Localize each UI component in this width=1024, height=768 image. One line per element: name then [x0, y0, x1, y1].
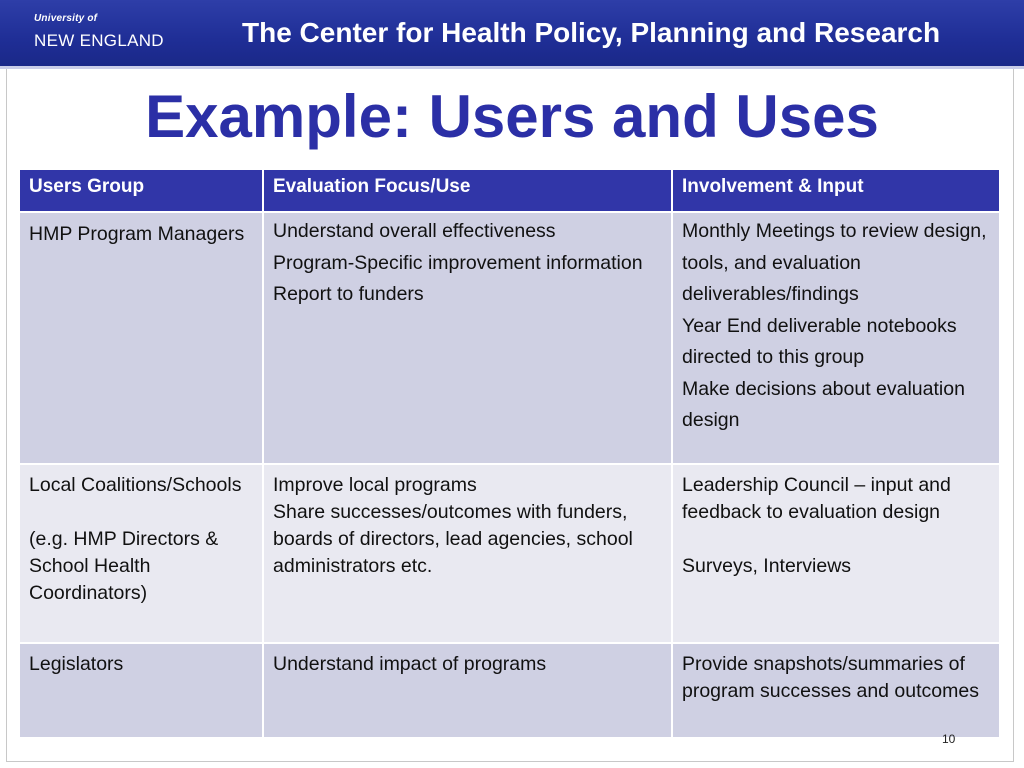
cell-line: (e.g. HMP Directors & School Health Coordinators) [29, 528, 219, 604]
cell-line: Leadership Council – input and feedback to evaluation design [682, 474, 951, 523]
column-header-users-group: Users Group [19, 169, 263, 212]
cell-users-group [19, 464, 263, 643]
table-row [19, 464, 1000, 643]
cell-line: Monthly Meetings to review design, tools, and evaluation deliverables/findings [682, 220, 987, 305]
cell-users-group [19, 212, 263, 464]
column-header-involvement: Involvement & Input [672, 169, 1000, 212]
cell-line: Legislators [29, 653, 124, 675]
cell-line: Make decisions about evaluation design [682, 377, 965, 431]
cell-evaluation-focus [263, 212, 672, 464]
cell-line: Local Coalitions/Schools [29, 474, 242, 496]
table-row [19, 643, 1000, 738]
cell-evaluation-focus [263, 464, 672, 643]
center-title: The Center for Health Policy, Planning and Research [242, 17, 941, 48]
column-header-evaluation-focus: Evaluation Focus/Use [263, 169, 672, 212]
cell-line: Understand overall effectiveness [273, 220, 556, 242]
cell-line: Share successes/outcomes with funders, boards of directors, lead agencies, school administrators etc. [273, 501, 633, 577]
university-logo-small-text: University of [34, 13, 98, 24]
cell-line: Program-Specific improvement information [273, 251, 643, 274]
cell-evaluation-focus [263, 643, 672, 738]
table-header-row [19, 169, 1000, 212]
slide-title: Example: Users and Uses [145, 83, 879, 150]
cell-line: Understand impact of programs [273, 653, 547, 675]
cell-users-group [19, 643, 263, 738]
cell-involvement [672, 643, 1000, 738]
cell-line: Improve local programs [273, 474, 477, 496]
cell-gap [682, 526, 990, 553]
table-row [19, 212, 1000, 464]
cell-line: Report to funders [273, 283, 424, 305]
cell-involvement [672, 212, 1000, 464]
cell-involvement [672, 464, 1000, 643]
users-uses-table [18, 168, 1001, 739]
page-number: 10 [942, 732, 956, 746]
cell-line: Provide snapshots/summaries of program successes and outcomes [682, 653, 979, 702]
cell-line: Surveys, Interviews [682, 555, 852, 577]
cell-gap [29, 499, 253, 526]
cell-line: HMP Program Managers [29, 223, 245, 245]
cell-line: Year End deliverable notebooks directed to this group [682, 314, 957, 368]
university-logo-name: NEW ENGLAND [34, 31, 164, 50]
header-banner [0, 0, 1024, 69]
